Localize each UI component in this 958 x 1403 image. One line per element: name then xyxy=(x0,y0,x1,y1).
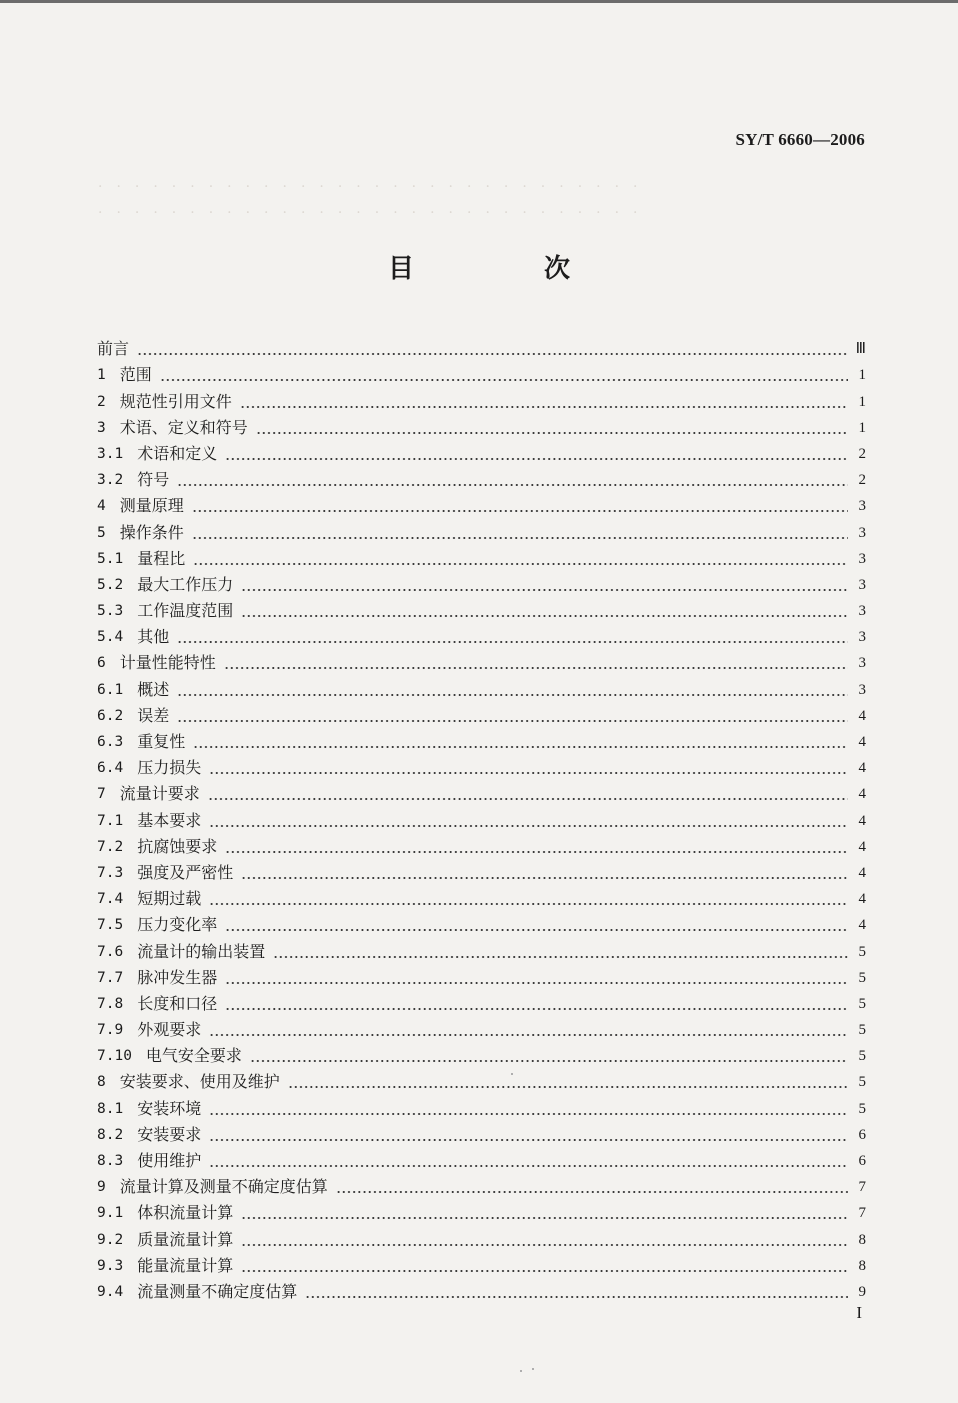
toc-entry-page: 7 xyxy=(858,1179,866,1196)
toc-entry-label: 强度及严密性 xyxy=(137,862,234,882)
toc-title: 目 次 xyxy=(387,254,622,284)
toc-entry[interactable] xyxy=(97,1171,866,1197)
toc-entry-label: 术语、定义和符号 xyxy=(119,417,248,437)
toc-entry-page: 5 xyxy=(858,1100,866,1117)
bleed-through-line: · · · · · · · · · · · · · · · · · · · · · · · · · · · · · · xyxy=(98,205,638,221)
toc-entry-page: 3 xyxy=(858,681,866,698)
toc-entry-label: 基本要求 xyxy=(137,810,202,830)
toc-leader-dots xyxy=(160,365,848,385)
toc-entry[interactable] xyxy=(97,621,866,647)
toc-leader-dots xyxy=(192,496,848,516)
toc-entry-page: 5 xyxy=(858,1074,866,1091)
toc-entry[interactable] xyxy=(97,438,866,464)
table-of-contents xyxy=(97,333,866,1302)
toc-entry[interactable] xyxy=(97,1040,866,1066)
toc-entry-page: 4 xyxy=(858,707,866,724)
toc-leader-dots xyxy=(288,1072,848,1092)
toc-entry[interactable] xyxy=(97,1014,866,1040)
toc-entry-label: 安装要求 xyxy=(137,1124,202,1144)
toc-entry-page: 3 xyxy=(858,498,866,515)
toc-entry[interactable] xyxy=(97,962,866,988)
toc-leader-dots xyxy=(177,627,848,647)
toc-entry-label: 长度和口径 xyxy=(137,993,218,1013)
toc-entry-page: 8 xyxy=(858,1257,866,1274)
toc-entry-page: 3 xyxy=(858,576,866,593)
toc-entry-page: 4 xyxy=(858,838,866,855)
toc-entry-number: 6.1 xyxy=(97,681,124,698)
toc-entry[interactable] xyxy=(97,700,866,726)
scan-speck xyxy=(532,1368,534,1370)
toc-entry-label: 量程比 xyxy=(137,548,186,568)
toc-entry-page: 5 xyxy=(858,995,866,1012)
toc-entry-number: 9.2 xyxy=(97,1231,124,1248)
toc-entry[interactable] xyxy=(97,726,866,752)
toc-leader-dots xyxy=(209,1125,848,1145)
page-number: I xyxy=(856,1303,862,1322)
toc-leader-dots xyxy=(240,392,848,412)
toc-entry-page: 5 xyxy=(858,1048,866,1065)
toc-entry-page: 1 xyxy=(858,393,866,410)
toc-leader-dots xyxy=(336,1177,848,1197)
toc-entry-page: 6 xyxy=(858,1126,866,1143)
toc-leader-dots xyxy=(241,863,848,883)
toc-entry-page: 4 xyxy=(858,786,866,803)
toc-entry-page: 1 xyxy=(858,419,866,436)
toc-leader-dots xyxy=(209,811,848,831)
toc-entry-number: 1 xyxy=(97,367,106,384)
toc-entry-label: 电气安全要求 xyxy=(145,1046,242,1066)
toc-entry-number: 8.1 xyxy=(97,1100,124,1117)
toc-entry[interactable] xyxy=(97,1276,866,1302)
toc-entry[interactable] xyxy=(97,883,866,909)
toc-entry-page: 5 xyxy=(858,1022,866,1039)
toc-entry-number: 5.4 xyxy=(97,629,124,646)
toc-entry-number: 8.2 xyxy=(97,1126,124,1143)
toc-entry-number: 7.1 xyxy=(97,812,124,829)
toc-entry[interactable] xyxy=(97,831,866,857)
toc-entry-page: Ⅲ xyxy=(855,341,866,358)
toc-entry-label: 符号 xyxy=(137,470,170,490)
toc-entry-number: 6.2 xyxy=(97,707,124,724)
toc-entry-label: 流量测量不确定度估算 xyxy=(137,1281,298,1301)
toc-entry-label: 短期过载 xyxy=(137,889,202,909)
toc-entry-number: 7.5 xyxy=(97,917,124,934)
toc-leader-dots xyxy=(225,837,848,857)
toc-entry[interactable] xyxy=(97,1092,866,1118)
toc-entry-number: 9.1 xyxy=(97,1205,124,1222)
toc-entry-number: 7.3 xyxy=(97,864,124,881)
toc-entry-label: 安装环境 xyxy=(137,1098,202,1118)
toc-entry-label: 流量计算及测量不确定度估算 xyxy=(119,1177,328,1197)
toc-entry-number: 6.3 xyxy=(97,734,124,750)
toc-entry-number: 6.4 xyxy=(97,760,124,777)
toc-entry-label: 体积流量计算 xyxy=(137,1203,234,1223)
toc-entry[interactable] xyxy=(97,490,866,516)
toc-leader-dots xyxy=(256,418,848,438)
scan-speck xyxy=(511,1073,513,1075)
toc-leader-dots xyxy=(225,968,848,988)
toc-leader-dots xyxy=(225,994,848,1014)
toc-leader-dots xyxy=(241,601,848,621)
toc-entry-page: 9 xyxy=(858,1283,866,1300)
toc-entry-page: 3 xyxy=(858,550,866,567)
toc-leader-dots xyxy=(177,680,848,700)
toc-entry[interactable] xyxy=(97,647,866,673)
toc-entry-page: 3 xyxy=(858,603,866,620)
toc-entry-page: 3 xyxy=(858,655,866,672)
scan-speck xyxy=(520,1370,522,1372)
toc-entry-page: 2 xyxy=(858,445,866,462)
toc-entry[interactable] xyxy=(97,673,866,699)
toc-entry-number: 3.1 xyxy=(97,445,124,462)
toc-entry-number: 3 xyxy=(97,419,106,436)
toc-entry-page: 8 xyxy=(858,1231,866,1248)
toc-entry[interactable] xyxy=(97,412,866,438)
toc-entry[interactable] xyxy=(97,1197,866,1223)
toc-entry-label: 计量性能特性 xyxy=(119,653,216,673)
toc-entry[interactable] xyxy=(97,464,866,490)
toc-entry-label: 压力损失 xyxy=(137,758,202,778)
toc-entry[interactable] xyxy=(97,569,866,595)
toc-entry[interactable] xyxy=(97,1119,866,1145)
toc-entry[interactable] xyxy=(97,595,866,621)
toc-leader-dots xyxy=(241,575,848,595)
toc-entry-page: 4 xyxy=(858,812,866,829)
toc-entry-number: 9.3 xyxy=(97,1257,124,1274)
toc-leader-dots xyxy=(208,784,848,804)
toc-entry[interactable] xyxy=(97,1223,866,1249)
toc-entry-page: 4 xyxy=(858,917,866,934)
document-code: SY/T 6660—2006 xyxy=(735,130,865,149)
toc-entry[interactable] xyxy=(97,359,866,385)
toc-entry-page: 3 xyxy=(858,524,866,541)
toc-leader-dots xyxy=(225,915,848,935)
toc-entry-number: 3.2 xyxy=(97,472,124,489)
toc-leader-dots xyxy=(273,942,848,962)
toc-leader-dots xyxy=(209,758,848,778)
toc-entry-number: 5.1 xyxy=(97,550,124,567)
toc-leader-dots xyxy=(225,444,848,464)
toc-leader-dots xyxy=(241,1230,848,1250)
toc-entry-number: 5.3 xyxy=(97,603,124,620)
toc-leader-dots xyxy=(241,1203,848,1223)
toc-leader-dots xyxy=(305,1282,848,1302)
toc-entry-page: 4 xyxy=(858,864,866,881)
toc-entry-number: 7.10 xyxy=(97,1048,132,1065)
toc-entry-label: 测量原理 xyxy=(119,496,184,516)
toc-entry-page: 4 xyxy=(858,891,866,908)
toc-entry-label: 外观要求 xyxy=(137,1020,202,1040)
toc-entry-number: 7.7 xyxy=(97,969,124,986)
toc-entry-label: 流量计要求 xyxy=(119,784,200,804)
toc-entry-label: 使用维护 xyxy=(137,1151,202,1170)
toc-entry-page: 1 xyxy=(858,367,866,384)
toc-entry-page: 4 xyxy=(858,734,866,750)
toc-entry[interactable] xyxy=(97,385,866,411)
toc-entry-label: 工作温度范围 xyxy=(137,601,234,621)
toc-leader-dots xyxy=(250,1046,848,1066)
toc-entry[interactable] xyxy=(97,909,866,935)
toc-entry[interactable] xyxy=(97,778,866,804)
toc-entry[interactable] xyxy=(97,543,866,569)
toc-entry-label: 范围 xyxy=(119,365,152,385)
toc-leader-dots xyxy=(209,1020,848,1040)
toc-entry-page: 5 xyxy=(858,969,866,986)
toc-entry[interactable] xyxy=(97,988,866,1014)
toc-entry-label: 术语和定义 xyxy=(137,443,218,463)
toc-entry-number: 8 xyxy=(97,1074,106,1091)
toc-entry-number: 7.6 xyxy=(97,943,124,960)
toc-entry-number: 5 xyxy=(97,524,106,541)
toc-entry[interactable] xyxy=(97,1066,866,1092)
toc-leader-dots xyxy=(177,706,848,726)
toc-entry[interactable] xyxy=(97,804,866,830)
toc-entry-page: 6 xyxy=(858,1153,866,1169)
toc-leader-dots xyxy=(241,1256,848,1276)
toc-entry-number: 7.4 xyxy=(97,891,124,908)
toc-entry-number: 7 xyxy=(97,786,106,803)
toc-entry-page: 4 xyxy=(858,760,866,777)
toc-entry-label: 前言 xyxy=(97,339,130,359)
toc-entry-page: 3 xyxy=(858,629,866,646)
toc-entry[interactable] xyxy=(97,333,866,359)
toc-entry-label: 安装要求、使用及维护 xyxy=(119,1072,280,1092)
toc-leader-dots xyxy=(192,523,848,543)
toc-entry[interactable] xyxy=(97,935,866,961)
scan-edge xyxy=(0,0,958,3)
toc-entry[interactable] xyxy=(97,1250,866,1276)
toc-entry-label: 其他 xyxy=(137,627,170,647)
toc-entry-number: 4 xyxy=(97,498,106,515)
toc-entry-page: 5 xyxy=(858,943,866,960)
toc-entry[interactable] xyxy=(97,1145,866,1171)
toc-entry-number: 9 xyxy=(97,1179,106,1196)
toc-entry-page: 7 xyxy=(858,1205,866,1222)
toc-entry-label: 概述 xyxy=(137,679,170,699)
toc-entry-label: 最大工作压力 xyxy=(137,574,234,594)
toc-entry-page: 2 xyxy=(858,472,866,489)
toc-entry-number: 7.9 xyxy=(97,1022,124,1039)
toc-entry-label: 误差 xyxy=(137,705,170,725)
toc-entry-label: 抗腐蚀要求 xyxy=(137,836,218,856)
toc-leader-dots xyxy=(224,653,848,673)
toc-entry[interactable] xyxy=(97,752,866,778)
toc-entry-number: 7.2 xyxy=(97,838,124,855)
toc-entry-label: 压力变化率 xyxy=(137,915,218,935)
toc-leader-dots xyxy=(177,470,848,490)
toc-entry-number: 2 xyxy=(97,393,106,410)
toc-entry[interactable] xyxy=(97,516,866,542)
bleed-through-line: · · · · · · · · · · · · · · · · · · · · · · · · · · · · · · xyxy=(98,179,638,195)
toc-entry-label: 规范性引用文件 xyxy=(119,391,232,411)
toc-entry-label: 脉冲发生器 xyxy=(137,967,218,987)
toc-leader-dots xyxy=(193,732,848,752)
toc-entry-number: 8.3 xyxy=(97,1153,124,1169)
toc-entry-label: 操作条件 xyxy=(119,522,184,542)
toc-entry-label: 流量计的输出装置 xyxy=(137,941,266,961)
toc-entry[interactable] xyxy=(97,857,866,883)
toc-entry-label: 质量流量计算 xyxy=(137,1229,234,1249)
toc-entry-number: 9.4 xyxy=(97,1283,124,1300)
toc-leader-dots xyxy=(193,549,848,569)
toc-entry-number: 7.8 xyxy=(97,995,124,1012)
toc-leader-dots xyxy=(209,889,848,909)
toc-leader-dots xyxy=(209,1099,848,1119)
toc-entry-label: 能量流量计算 xyxy=(137,1255,234,1275)
toc-entry-label: 重复性 xyxy=(137,732,186,751)
toc-entry-number: 5.2 xyxy=(97,576,124,593)
toc-entry-number: 6 xyxy=(97,655,106,672)
toc-leader-dots xyxy=(137,339,848,359)
toc-leader-dots xyxy=(209,1151,848,1171)
